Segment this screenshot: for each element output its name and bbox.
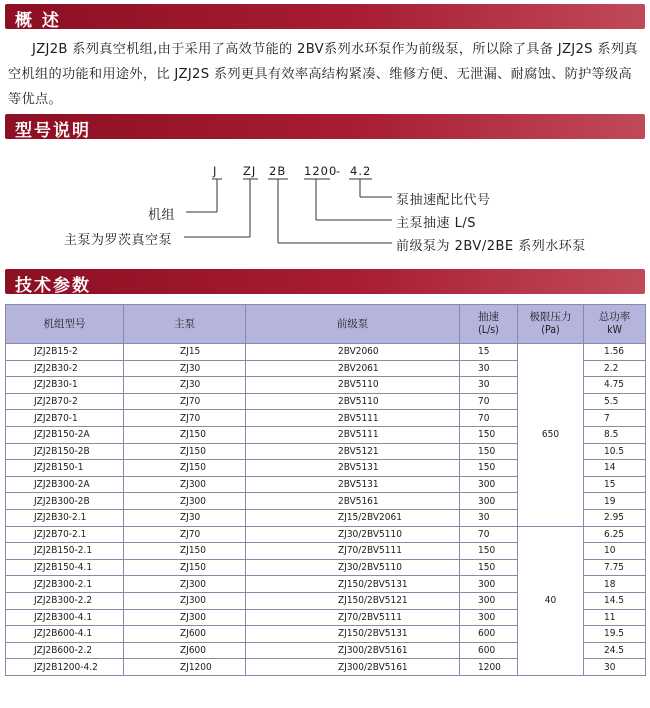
- code-part-2b: 2B: [269, 164, 287, 178]
- cell-backing-pump: 2BV5110: [246, 377, 460, 394]
- cell-main-pump: ZJ150: [124, 426, 246, 443]
- cell-model: JZJ2B30-2.1: [6, 509, 124, 526]
- spec-table: [5, 304, 646, 676]
- cell-model: JZJ2B150-2A: [6, 426, 124, 443]
- cell-backing-pump: ZJ150/2BV5121: [246, 592, 460, 609]
- cell-main-pump: ZJ300: [124, 493, 246, 510]
- cell-model: JZJ2B150-2B: [6, 443, 124, 460]
- label-backing-pump: 前级泵为 2BV/2BE 系列水环泵: [396, 239, 586, 254]
- cell-speed: 300: [460, 493, 518, 510]
- label-pump-speed: 主泵抽速 L/S: [396, 216, 477, 231]
- cell-power: 7: [584, 410, 646, 427]
- cell-backing-pump: 2BV5131: [246, 476, 460, 493]
- cell-speed: 70: [460, 393, 518, 410]
- code-part-ratio: 4.2: [350, 164, 372, 178]
- cell-backing-pump: ZJ300/2BV5161: [246, 659, 460, 676]
- cell-power: 5.5: [584, 393, 646, 410]
- cell-backing-pump: 2BV5131: [246, 460, 460, 477]
- cell-backing-pump: ZJ30/2BV5110: [246, 526, 460, 543]
- cell-model: JZJ2B600-4.1: [6, 626, 124, 643]
- cell-speed: 70: [460, 526, 518, 543]
- cell-main-pump: ZJ150: [124, 460, 246, 477]
- cell-speed: 600: [460, 626, 518, 643]
- cell-model: JZJ2B1200-4.2: [6, 659, 124, 676]
- cell-power: 15: [584, 476, 646, 493]
- cell-backing-pump: 2BV5121: [246, 443, 460, 460]
- cell-model: JZJ2B30-2: [6, 360, 124, 377]
- cell-power: 10.5: [584, 443, 646, 460]
- cell-model: JZJ2B150-4.1: [6, 559, 124, 576]
- cell-main-pump: ZJ15: [124, 344, 246, 361]
- cell-main-pump: ZJ300: [124, 609, 246, 626]
- cell-model: JZJ2B300-4.1: [6, 609, 124, 626]
- cell-speed: 30: [460, 360, 518, 377]
- cell-power: 7.75: [584, 559, 646, 576]
- cell-main-pump: ZJ300: [124, 476, 246, 493]
- cell-main-pump: ZJ70: [124, 526, 246, 543]
- cell-speed: 300: [460, 476, 518, 493]
- cell-main-pump: ZJ70: [124, 410, 246, 427]
- overview-paragraph: JZJ2B 系列真空机组,由于采用了高效节能的 2BV系列水环泵作为前级泵，所以除了具备 JZJ2S 系列真空机组的功能和用途外，比 JZJ2S 系列更具有效率高结构紧凑、维修方便、无泄漏、耐腐蚀、防护等级高等优点。: [8, 42, 638, 107]
- cell-main-pump: ZJ30: [124, 360, 246, 377]
- header-main-pump: 主泵: [124, 305, 246, 344]
- header-model: 机组型号: [6, 305, 124, 344]
- cell-power: 19: [584, 493, 646, 510]
- cell-speed: 70: [460, 410, 518, 427]
- cell-power: 1.56: [584, 344, 646, 361]
- cell-power: 8.5: [584, 426, 646, 443]
- label-main-pump: 主泵为罗茨真空泵: [64, 233, 173, 248]
- cell-main-pump: ZJ1200: [124, 659, 246, 676]
- header-backing-pump: 前级泵: [246, 305, 460, 344]
- cell-model: JZJ2B150-2.1: [6, 543, 124, 560]
- cell-main-pump: ZJ300: [124, 592, 246, 609]
- cell-main-pump: ZJ600: [124, 642, 246, 659]
- cell-speed: 150: [460, 443, 518, 460]
- code-part-j: J: [213, 164, 218, 178]
- cell-power: 4.75: [584, 377, 646, 394]
- cell-speed: 300: [460, 576, 518, 593]
- params-title: 技术参数: [15, 276, 91, 296]
- cell-main-pump: ZJ30: [124, 377, 246, 394]
- cell-model: JZJ2B70-2.1: [6, 526, 124, 543]
- cell-power: 30: [584, 659, 646, 676]
- overview-title: 概 述: [15, 11, 61, 31]
- cell-speed: 150: [460, 460, 518, 477]
- cell-power: 2.95: [584, 509, 646, 526]
- cell-model: JZJ2B300-2B: [6, 493, 124, 510]
- cell-main-pump: ZJ150: [124, 443, 246, 460]
- cell-power: 19.5: [584, 626, 646, 643]
- cell-main-pump: ZJ30: [124, 509, 246, 526]
- cell-backing-pump: ZJ300/2BV5161: [246, 642, 460, 659]
- cell-backing-pump: ZJ70/2BV5111: [246, 543, 460, 560]
- table-header-row: [6, 305, 646, 344]
- label-ratio-code: 泵抽速配比代号: [396, 193, 491, 208]
- cell-speed: 15: [460, 344, 518, 361]
- cell-backing-pump: ZJ15/2BV2061: [246, 509, 460, 526]
- cell-speed: 30: [460, 377, 518, 394]
- cell-speed: 150: [460, 559, 518, 576]
- cell-power: 2.2: [584, 360, 646, 377]
- cell-backing-pump: 2BV2061: [246, 360, 460, 377]
- cell-backing-pump: 2BV5111: [246, 426, 460, 443]
- cell-power: 24.5: [584, 642, 646, 659]
- cell-speed: 150: [460, 543, 518, 560]
- cell-power: 10: [584, 543, 646, 560]
- cell-model: JZJ2B150-1: [6, 460, 124, 477]
- cell-backing-pump: 2BV5111: [246, 410, 460, 427]
- cell-model: JZJ2B70-2: [6, 393, 124, 410]
- cell-model: JZJ2B600-2.2: [6, 642, 124, 659]
- cell-model: JZJ2B30-1: [6, 377, 124, 394]
- cell-backing-pump: ZJ150/2BV5131: [246, 576, 460, 593]
- header-pressure: 极限压力 (Pa): [518, 305, 584, 344]
- cell-model: JZJ2B300-2.1: [6, 576, 124, 593]
- cell-main-pump: ZJ600: [124, 626, 246, 643]
- cell-power: 18: [584, 576, 646, 593]
- header-speed: 抽速 (L/s): [460, 305, 518, 344]
- cell-speed: 300: [460, 609, 518, 626]
- cell-backing-pump: ZJ70/2BV5111: [246, 609, 460, 626]
- cell-model: JZJ2B15-2: [6, 344, 124, 361]
- cell-backing-pump: 2BV5161: [246, 493, 460, 510]
- cell-main-pump: ZJ150: [124, 543, 246, 560]
- code-part-dash: -: [336, 164, 342, 178]
- cell-backing-pump: 2BV5110: [246, 393, 460, 410]
- cell-pressure: 650: [518, 344, 584, 527]
- cell-speed: 1200: [460, 659, 518, 676]
- cell-speed: 300: [460, 592, 518, 609]
- code-part-zj: ZJ: [243, 164, 257, 178]
- table-row: [6, 344, 646, 361]
- cell-power: 6.25: [584, 526, 646, 543]
- cell-backing-pump: ZJ30/2BV5110: [246, 559, 460, 576]
- table-row: [6, 526, 646, 543]
- cell-model: JZJ2B70-1: [6, 410, 124, 427]
- cell-power: 14.5: [584, 592, 646, 609]
- cell-backing-pump: ZJ150/2BV5131: [246, 626, 460, 643]
- cell-speed: 600: [460, 642, 518, 659]
- cell-power: 11: [584, 609, 646, 626]
- cell-model: JZJ2B300-2A: [6, 476, 124, 493]
- model-title: 型号说明: [15, 121, 91, 141]
- header-power: 总功率 kW: [584, 305, 646, 344]
- cell-backing-pump: 2BV2060: [246, 344, 460, 361]
- params-banner: [5, 269, 645, 294]
- code-part-1200: 1200: [304, 164, 338, 178]
- cell-speed: 30: [460, 509, 518, 526]
- cell-power: 14: [584, 460, 646, 477]
- cell-main-pump: ZJ70: [124, 393, 246, 410]
- cell-model: JZJ2B300-2.2: [6, 592, 124, 609]
- label-unit: 机组: [148, 208, 176, 223]
- cell-pressure: 40: [518, 526, 584, 675]
- cell-speed: 150: [460, 426, 518, 443]
- cell-main-pump: ZJ150: [124, 559, 246, 576]
- cell-main-pump: ZJ300: [124, 576, 246, 593]
